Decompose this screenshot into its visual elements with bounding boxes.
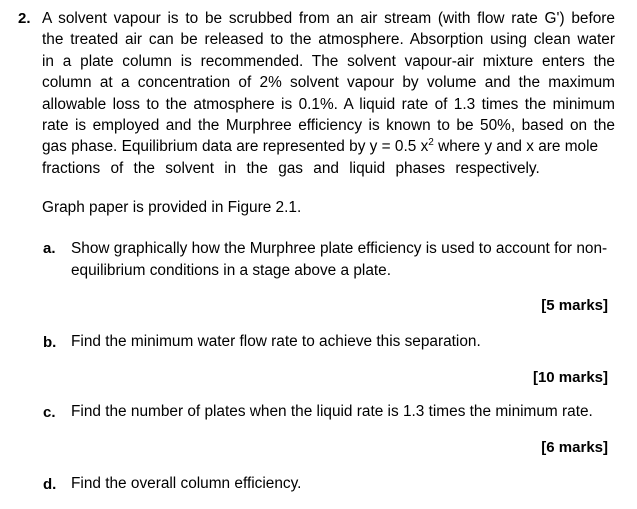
part-a-text [71,238,607,282]
part-d-text [71,473,301,495]
part-d-line-1: Find the overall column efficiency. [71,475,302,492]
question-line-1: A solvent vapour is to be scrubbed from an air stream (with flow rate G') before [42,10,615,27]
part-b-marks: [10 marks] [532,369,608,386]
question-number: 2. [18,10,31,27]
part-a-line-2: equilibrium conditions in a stage above a plate. [71,262,391,279]
part-a-marks: [5 marks] [541,297,608,314]
equation-tail: where y and x are mole [433,138,599,156]
part-b-letter: b. [43,334,57,351]
part-c-letter: c. [43,404,56,421]
part-c-text [71,401,593,423]
question-line-6: rate is employed and the Murphree efficiency is known to be 50%, based on the [42,117,615,135]
part-a-letter: a. [43,240,56,257]
question-line-7 [42,136,615,157]
question-line-8: fractions of the solvent in the gas and liquid phases respectively. [42,159,540,177]
part-b-text [71,331,481,353]
question-line-3: in a plate column is recommended. The solvent vapour-air mixture enters the [42,52,615,70]
question-line-4: column at a concentration of 2% solvent vapour by volume and the maximum [42,74,615,92]
equation-superscript: 2 [428,137,434,149]
equation-text: gas phase. Equilibrium data are represented by y = 0.5 x [42,138,429,156]
question-text [42,8,615,179]
question-line-2: the treated air can be released to the atmosphere. Absorption using clean water [42,31,615,49]
part-c-marks: [6 marks] [541,439,608,456]
part-b-line-1: Find the minimum water flow rate to achieve this separation. [71,333,481,350]
part-d-letter: d. [43,476,57,493]
part-c-line-1: Find the number of plates when the liquid rate is 1.3 times the minimum rate. [71,403,593,420]
question-line-5: allowable loss to the atmosphere is 0.1%. A liquid rate of 1.3 times the minimum [42,95,615,113]
graph-paper-note: Graph paper is provided in Figure 2.1. [42,199,302,216]
part-a-line-1: Show graphically how the Murphree plate efficiency is used to account for non- [71,240,608,257]
